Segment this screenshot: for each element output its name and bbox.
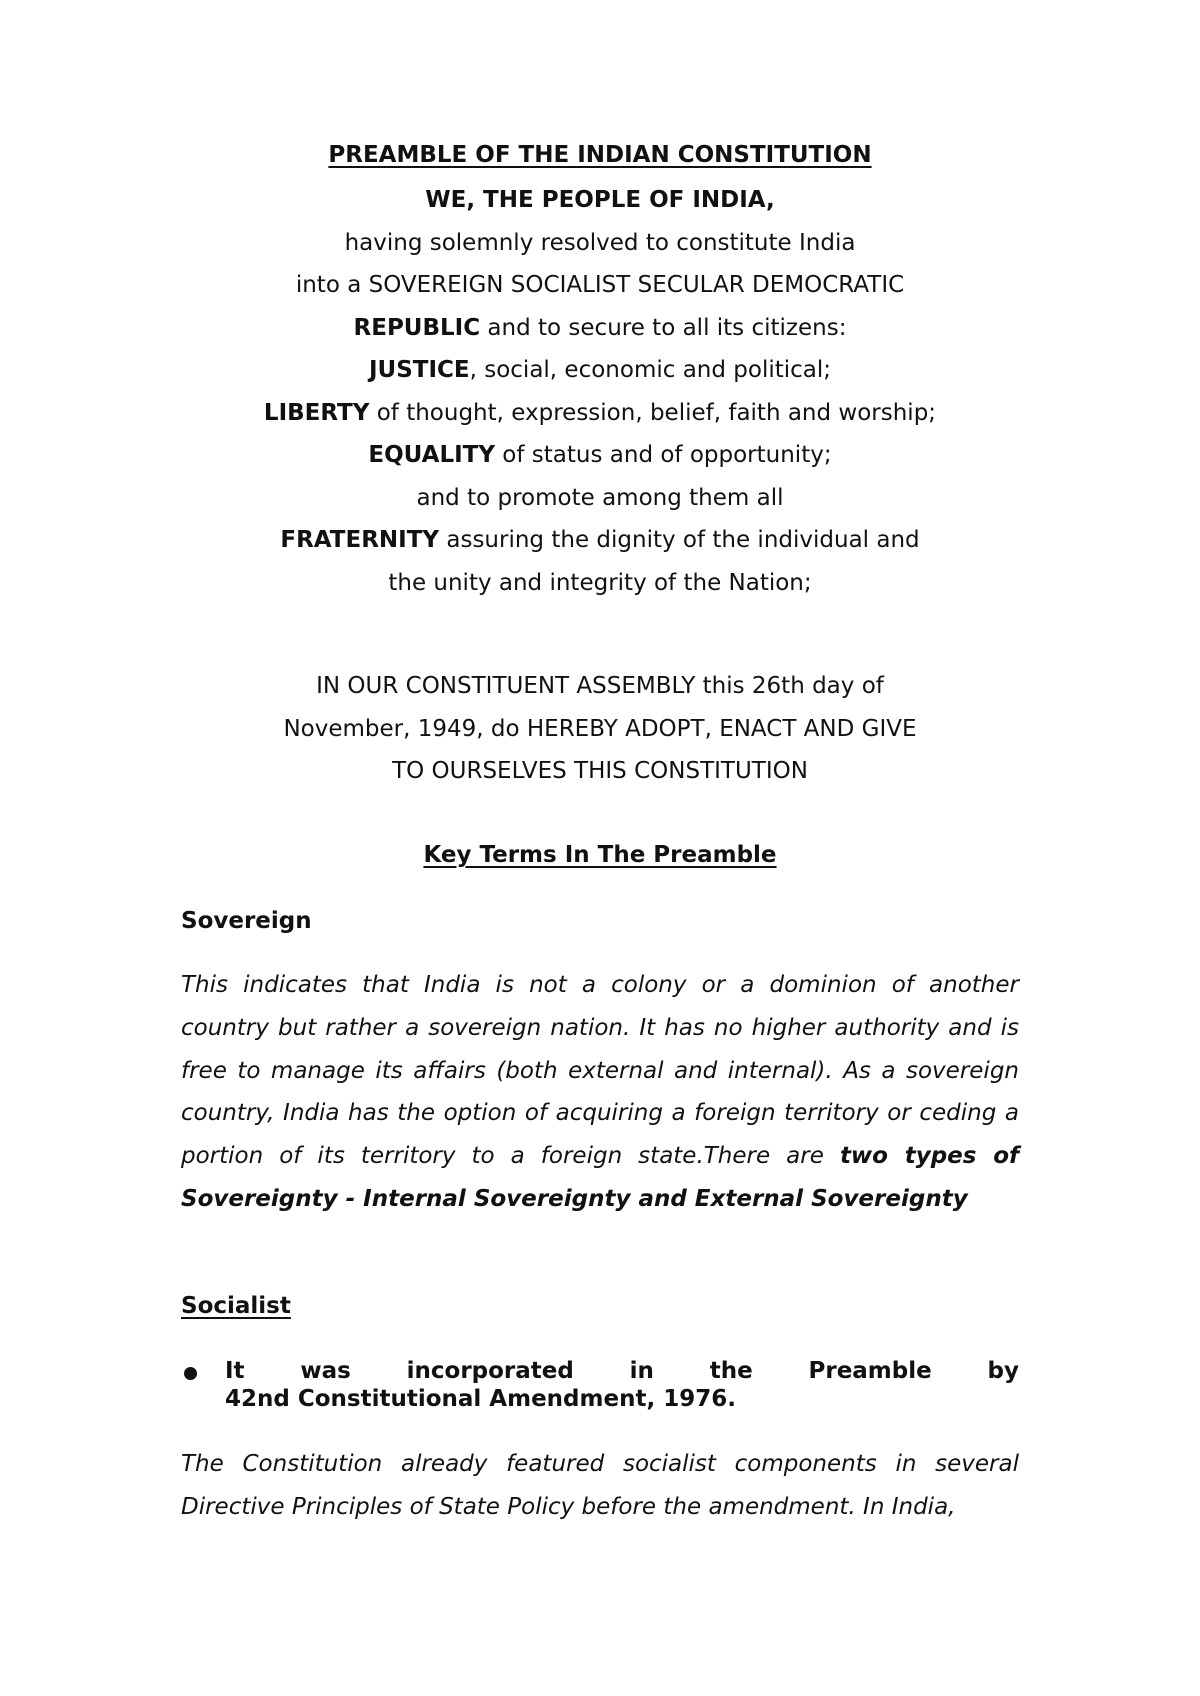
bullet-text: [225, 1357, 1019, 1413]
sovereign-text: This indicates that India is not a colony or a dominion of another country but rather a sovereign nation. It has no higher authority and is free to manage its affairs (both external and internal). As a sovereign country, India has the option of acquiring a foreign territory or ceding a portion of its territory to a foreign state.There are: [181, 972, 1019, 1170]
preamble-line: [0, 519, 1200, 562]
keyword-equality: EQUALITY: [368, 442, 495, 468]
sovereign-types-text: two types of Sovereignty - Internal Sovereignty and External Sovereignty: [181, 1143, 1020, 1212]
preamble-line: WE, THE PEOPLE OF INDIA,: [425, 187, 775, 213]
socialist-paragraph: The Constitution already featured socialist components in several Directive Principles of State Policy before the amendment. In India,: [181, 1451, 1019, 1520]
preamble-line-rest: , social, economic and political;: [469, 357, 832, 383]
preamble-line: and to promote among them all: [416, 484, 784, 511]
sovereign-heading: Sovereign: [181, 908, 312, 934]
adoption-line: November, 1949, do HEREBY ADOPT, ENACT AND GIVE: [283, 715, 917, 742]
socialist-heading: Socialist: [181, 1293, 291, 1319]
keyword-fraternity: FRATERNITY: [280, 527, 440, 553]
preamble-line-rest: of status and of opportunity;: [495, 442, 832, 468]
keyword-liberty: LIBERTY: [263, 399, 370, 426]
key-terms-heading: Key Terms In The Preamble: [423, 842, 777, 868]
bullet-line: 42nd Constitutional Amendment, 1976.: [225, 1386, 736, 1412]
adoption-line: TO OURSELVES THIS CONSTITUTION: [392, 758, 808, 784]
preamble-line: having solemnly resolved to constitute India: [344, 229, 856, 256]
preamble-line-rest: of thought, expression, belief, faith and worship;: [369, 399, 937, 426]
document-title: PREAMBLE OF THE INDIAN CONSTITUTION: [328, 142, 872, 168]
preamble-line-rest: assuring the dignity of the individual and: [439, 527, 920, 553]
bullet-line: It was incorporated in the Preamble by: [225, 1358, 1019, 1384]
preamble-line: [0, 434, 1200, 477]
sovereign-paragraph: [181, 964, 1019, 1221]
preamble-line: the unity and integrity of the Nation;: [388, 569, 812, 596]
preamble-text: [0, 179, 1200, 604]
keyword-republic: REPUBLIC: [353, 314, 481, 341]
bullet-icon: [184, 1367, 197, 1380]
preamble-line: [0, 349, 1200, 392]
adoption-text: [0, 665, 1200, 793]
keyword-justice: JUSTICE: [368, 357, 470, 383]
preamble-line: into a SOVEREIGN SOCIALIST SECULAR DEMOCRATIC: [295, 272, 905, 298]
adoption-line: IN OUR CONSTITUENT ASSEMBLY this 26th day of: [316, 673, 884, 699]
preamble-line: [0, 392, 1200, 435]
socialist-bullet: [181, 1357, 1019, 1415]
preamble-line: [0, 307, 1200, 350]
preamble-line-rest: and to secure to all its citizens:: [480, 314, 847, 341]
